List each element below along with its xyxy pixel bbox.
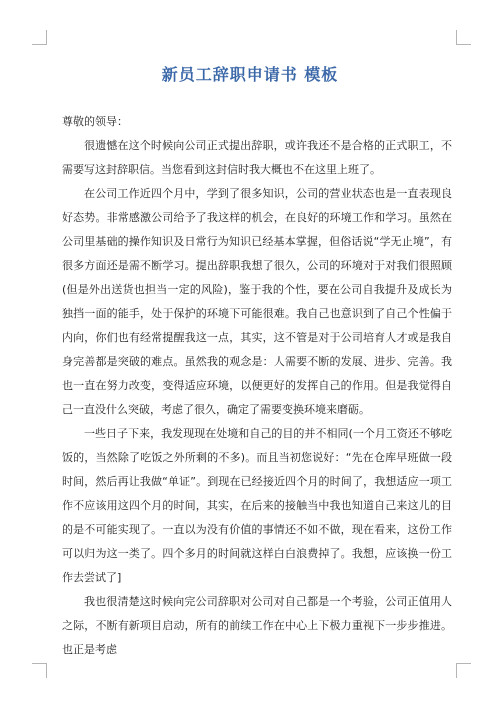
- document-title: 新员工辞职申请书 模板: [161, 65, 339, 84]
- document-body: [62, 110, 452, 662]
- corner-mark-bottom-left: [32, 663, 47, 678]
- greeting: 尊敬的领导：: [62, 115, 128, 128]
- corner-mark-top-left: [32, 30, 47, 45]
- paragraph-3: 一些日子下来，我发现现在处境和自己的目的并不相同(一个月工资还不够吃饭的，当然除了吃饭之外所剩的不多)。而且当初您说好：“先在仓库早班做一段时间，然后再让我做“单证”。到现在已经接近四个月的时间了，我想适应一项工作不应该用这四个月的时间，其实，在后来的接触当中我也知道自己来这儿的目的是不可能实现了。一直以为没有价值的事情还不如不做，现在看来，这份工作可以归为这一类了。四个多月的时间就这样白白浪费掉了。我想，应该换一份工作去尝试了]: [62, 427, 452, 584]
- paragraph-2: 在公司工作近四个月中，学到了很多知识，公司的营业状态也是一直表现良好态势。非常感激公司给予了我这样的机会，在良好的环境工作和学习。虽然在公司里基础的操作知识及日常行为知识已经基本掌握，但俗话说“学无止境”，有很多方面还是需不断学习。提出辞职我想了很久，公司的环境对于对我们很照顾(但是外出送货也担当一定的风险)，鉴于我的个性，要在公司自我提升及成长为独挡一面的能手，处于保护的环境下可能很难。我自己也意识到了自己个性偏于内向，你们也有经常提醒我这一点，其实，这不管是对于公司培育人才或是我自身完善都是突破的难点。虽然我的观念是：人需要不断的发展、进步、完善。我也一直在努力改变，变得适应环境，以便更好的发挥自己的作用。但是我觉得自己一直没什么突破，考虑了很久，确定了需要变换环境来磨砺。: [62, 187, 452, 416]
- paragraph-1: 很遗憾在这个时候向公司正式提出辞职，或许我还不是合格的正式职工，不需要写这封辞职信。当您看到这封信时我大概也不在这里上班了。: [62, 139, 452, 176]
- paragraph-4: 我也很清楚这时候向完公司辞职对公司对自己都是一个考验，公司正值用人之际，不断有新项目启动，所有的前续工作在中心上下极力重视下一步步推进。也正是考虑: [62, 595, 452, 656]
- corner-mark-bottom-right: [456, 663, 471, 678]
- corner-mark-top-right: [456, 30, 471, 45]
